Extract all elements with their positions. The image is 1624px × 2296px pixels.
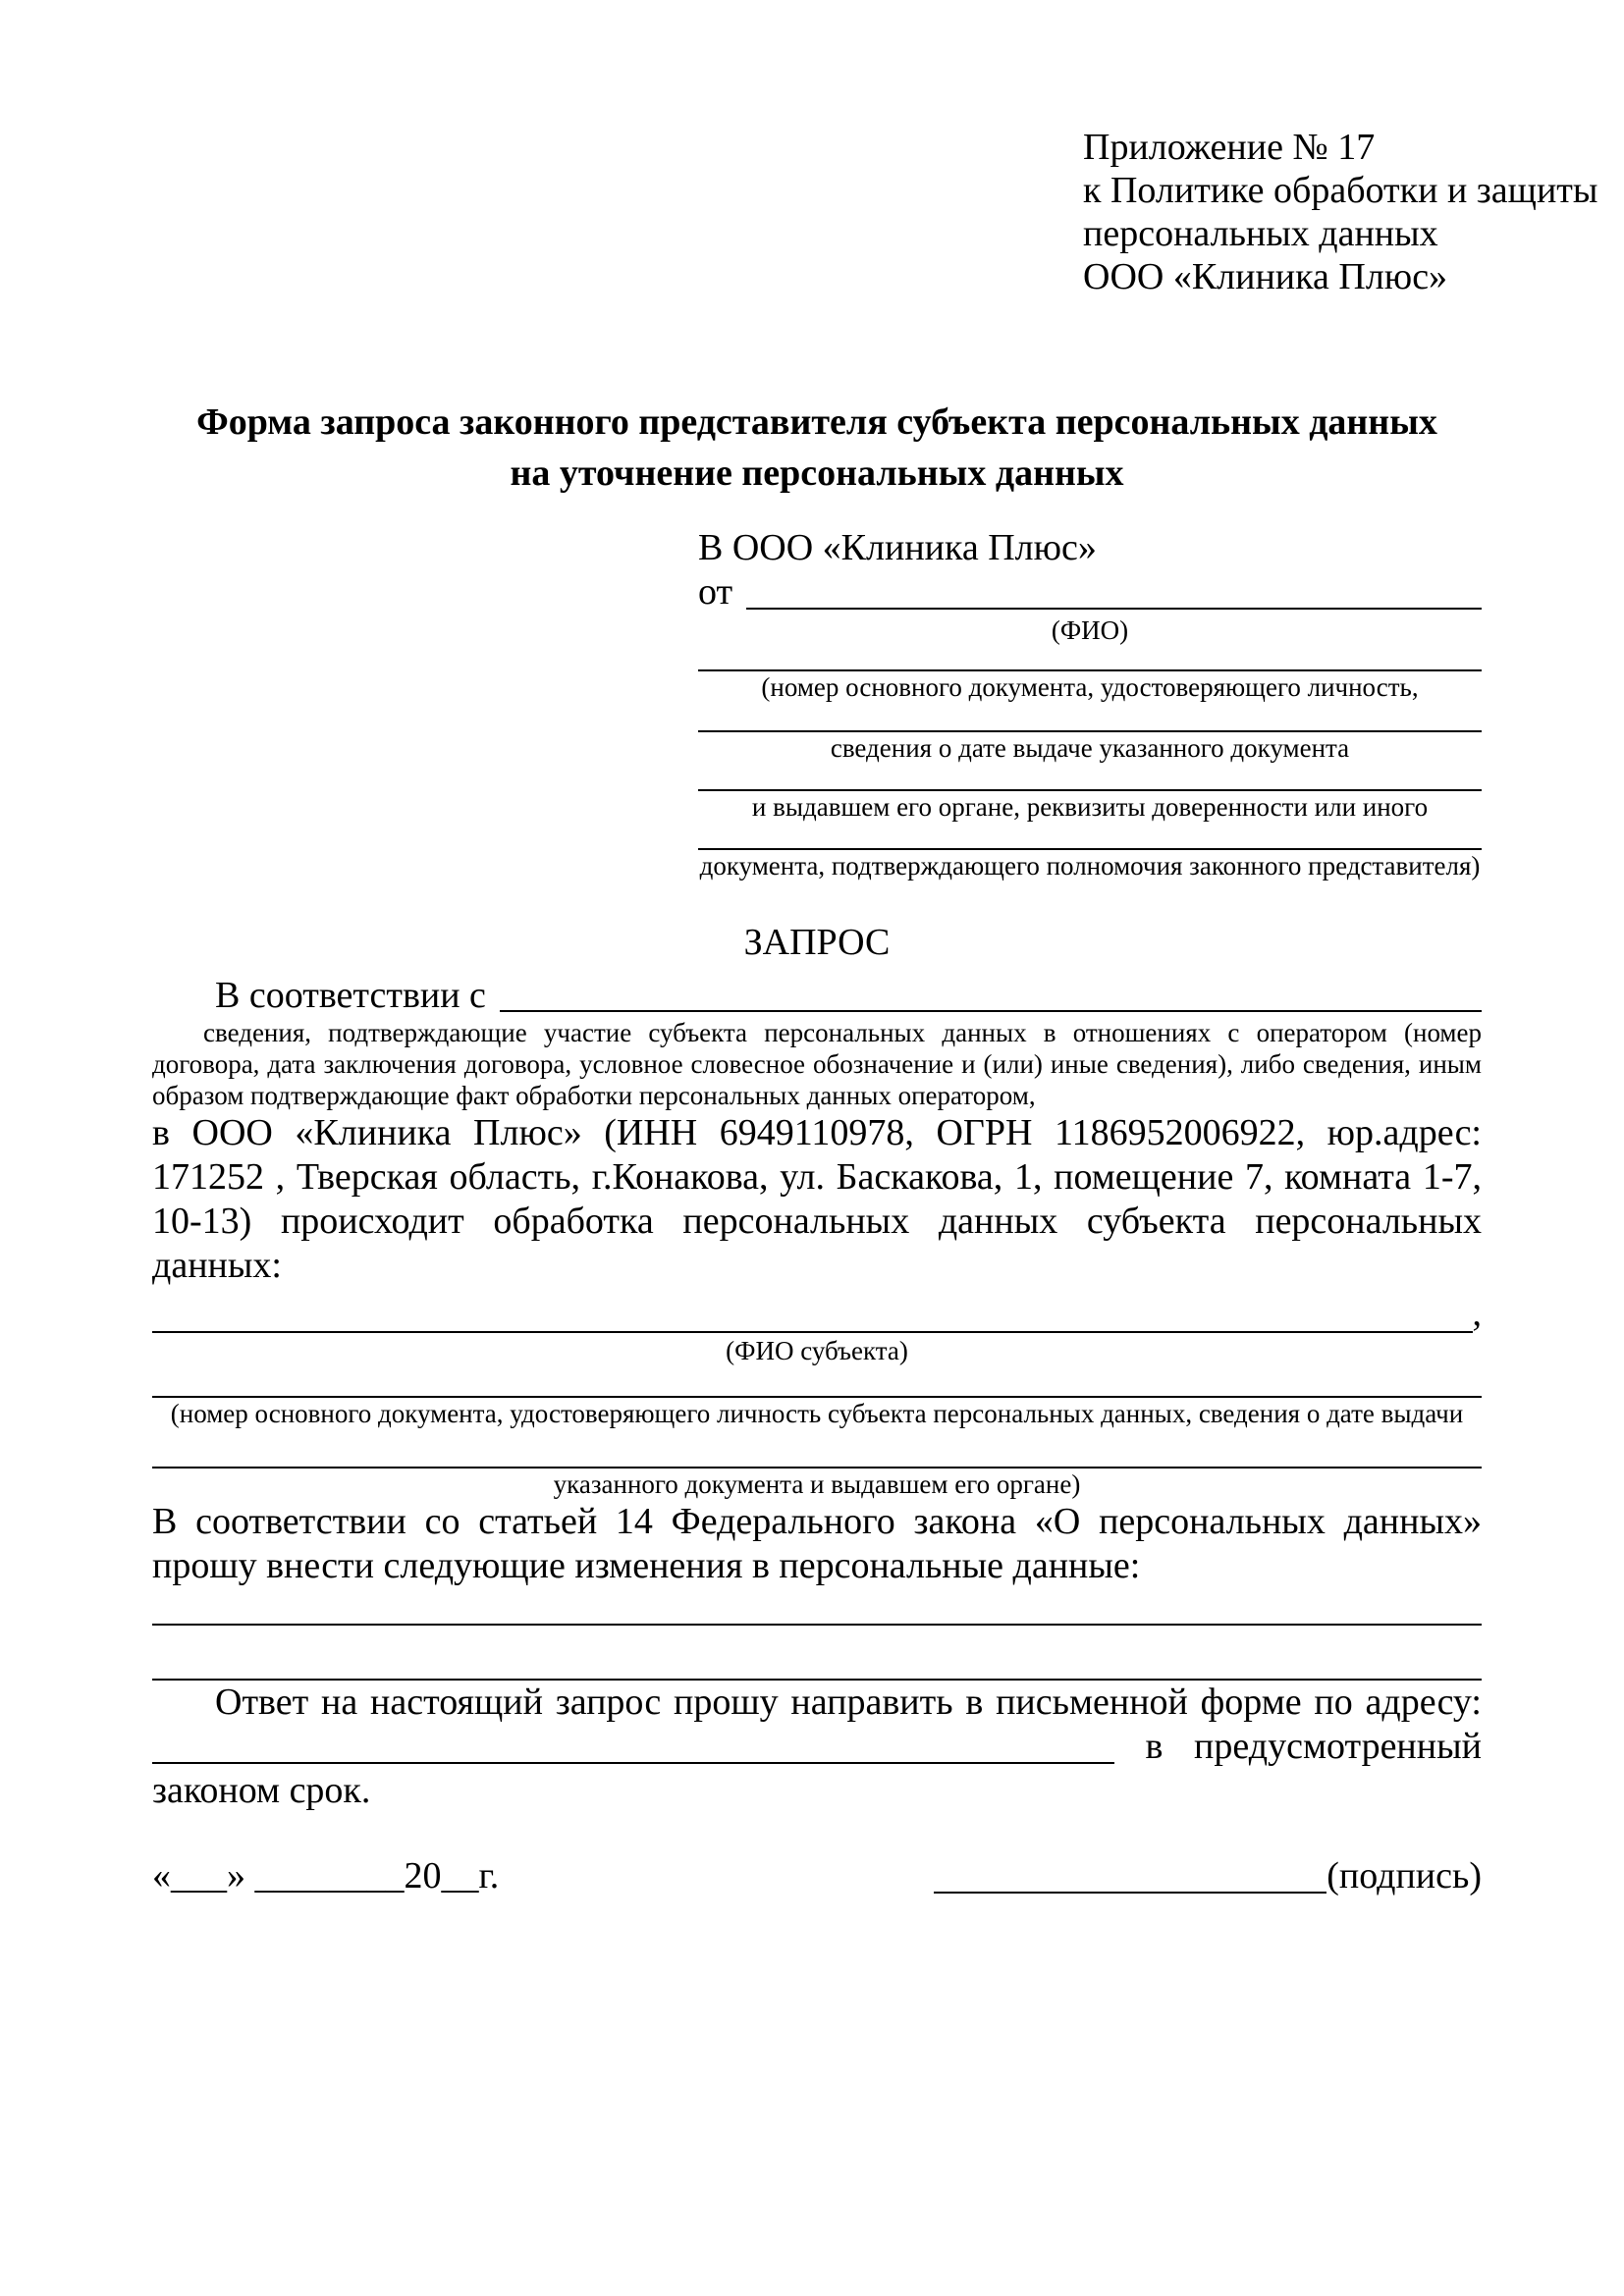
from-field-row [698,570,1482,614]
representative-doc-caption-2: сведения о дате выдаче указанного документа [830,733,1350,763]
request-heading: ЗАПРОС [743,922,891,963]
intro-row [152,974,1482,1017]
reply-suffix-word-2: предусмотренный [1194,1726,1482,1767]
reply-paragraph: Ответ на настоящий запрос прошу направить в письменной форме по адресу: [215,1682,1482,1723]
subject-fio-caption: (ФИО субъекта) [726,1336,908,1365]
subject-doc-field-1 [152,1366,1482,1398]
operator-paragraph: в ООО «Клиника Плюс» (ИНН 6949110978, ОГРН 1186952006922, юр.адрес: 171252 , Тверская область, г.Конакова, ул. Баскакова, 1, помещение 7, комната 1-7, 10-13) происходит обработка персональных данных субъекта персональных данных: [152,1112,1482,1286]
appendix-policy-line-1: к Политике обработки и защиты [1083,170,1598,211]
signature-group [934,1854,1482,1898]
addressee-block [698,526,1482,881]
subject-doc-caption-2: указанного документа и выдавшем его органе) [553,1469,1081,1499]
representative-doc-caption-3: и выдавшем его органе, реквизиты доверенности или иного [751,792,1429,822]
reply-address-row [152,1725,1482,1769]
law-paragraph: В соответствии со статьей 14 Федерального закона «О персональных данных» прошу внести следующие изменения в персональные данные: [152,1501,1482,1586]
fio-caption: (ФИО) [1051,615,1129,645]
subject-fio-fill-line [152,1321,1473,1333]
addressee-to: В ООО «Клиника Плюс» [698,527,1097,568]
intro-footnote: сведения, подтверждающие участие субъекта персональных данных в отношениях с оператором (номер договора, дата заключения договора, условное словесное обозначение и (или) иные сведения), либо сведения, иным образом подтверждающие факт обработки персональных данных оператором, [152,1018,1482,1110]
date-field: «___» ________20__г. [152,1855,500,1896]
from-fill-line [746,598,1482,610]
from-label: от [698,571,733,613]
representative-doc-field-2 [698,703,1482,732]
trailing-comma: , [1472,1293,1482,1334]
document-title-line-1: Форма запроса законного представителя субъекта персональных данных [196,401,1437,443]
changes-field-2 [152,1626,1482,1681]
subject-doc-caption-1: (номер основного документа, удостоверяющего личность субъекта персональных данных, сведения о дате выдачи [170,1399,1464,1428]
intro-prefix: В соответствии с [215,975,486,1016]
closing-text: законом срок. [152,1770,371,1811]
changes-field-1 [152,1588,1482,1626]
appendix-header [1083,126,1598,298]
representative-doc-caption-4: документа, подтверждающего полномочия законного представителя) [699,851,1481,881]
document-title [152,397,1482,499]
intro-fill-line [500,1000,1482,1012]
reply-suffix-word-1: в [1145,1726,1164,1767]
subject-doc-field-2 [152,1429,1482,1468]
address-fill-line [152,1762,1114,1764]
appendix-company: ООО «Клиника Плюс» [1083,256,1448,297]
representative-doc-caption-1: (номер основного документа, удостоверяющего личность, [761,672,1419,702]
representative-doc-field-1 [698,646,1482,671]
date-signature-row [152,1854,1482,1898]
signature-fill-line [934,1892,1326,1894]
appendix-policy-line-2: персональных данных [1083,213,1438,254]
document-title-line-2: на уточнение персональных данных [510,453,1124,494]
representative-doc-field-4 [698,823,1482,850]
subject-fio-field-row [152,1292,1482,1335]
signature-caption: (подпись) [1326,1855,1482,1896]
representative-doc-field-3 [698,764,1482,791]
appendix-number: Приложение № 17 [1083,127,1376,168]
